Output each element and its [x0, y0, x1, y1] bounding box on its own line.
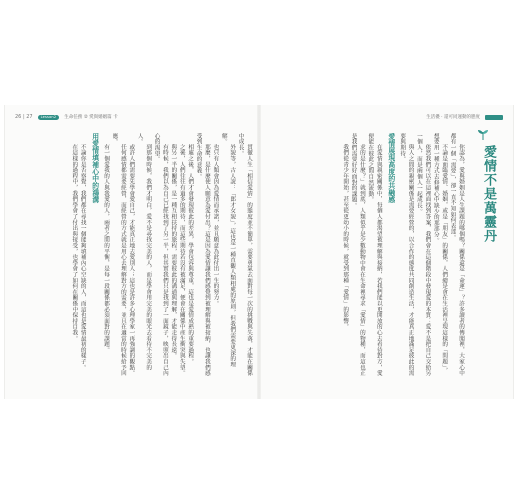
- chapter-title: 愛情不是萬靈丹: [481, 145, 496, 243]
- paragraph: 也只有人類會因為愛情而承諾，並且願意為此付出一生的努力。: [212, 144, 219, 307]
- section-subheading: 愛情展現高度的共融感: [386, 133, 395, 203]
- paragraph: 之後，人們往往有過多的期待，而這些期待若沒有被滿足，便會在關係中產生衝突與失望。: [178, 144, 185, 377]
- left-running-header: [15, 112, 118, 122]
- paragraph: 在這樣的過程中，我們學會了付出與接受，也學會了如何在關係中保持自我。: [71, 144, 78, 342]
- paragraph: 你認為，愛與婚姻是人生課題的哪個嗎？關係還是「命運」？許多讀者的傳聞裡，大家心中都有一個「需要」，卻一直不知如何表達。: [449, 133, 464, 377]
- book-spread: [4, 105, 514, 399]
- paragraph: 在愛情與親密關係中，每個人都渴望被理解與接納，若我們能以更開放的心去看待對方，愛便能在彼此之間自然流動。: [367, 133, 382, 377]
- sprout-icon: [476, 129, 490, 141]
- paragraph: 或許人們需要先學會愛自己，才能真正地去愛別人；這也是許多心理學家一再強調的觀點。: [128, 144, 135, 377]
- paragraph: 依然我們可以在這裡面找到答案，我們會在這個階段中發現愛的本質：愛不是把自己交給另一個人，而是兩個人一起成長。: [415, 133, 431, 377]
- right-page: [259, 105, 513, 399]
- left-page-text: [17, 133, 253, 379]
- paragraph: 求的是什麼？」就到底，人類似乎是少數動物中會在生命裡尋求「愛情」的物種，而這也正是我們需要好好面對的課題。: [350, 133, 365, 377]
- left-page: [5, 105, 259, 399]
- paragraph: 到那個時候，我們才明白，愛不是尋找完美的人，而是學會用完美的眼光去看待不完美的人。: [136, 133, 152, 371]
- paragraph: 貫徹人生「相信愛情」的態度並不簡單，需要勇氣去面對每一次的挑戰與失落，才能在關係中成長。: [237, 133, 252, 377]
- paragraph: 任何感情都需要經營，而經營的方式就是用心去理解對方的需要，並且在適當的時候給予回應。: [111, 133, 126, 377]
- paragraph: 有一個愛我的人與我愛的人，兩者之間的平衡，是每一段關係都必須面對的課題。: [103, 144, 110, 353]
- chapter-title-block: [469, 129, 497, 279]
- paragraph: 不論你是否察覺，我們都在尋找一個能夠填補內心空缺的人，而這也是愛情最初的樣子。: [79, 144, 86, 371]
- paragraph: 我們從青少年開始，甚至從更幼小的時候，就受到那種「愛情」的影響。: [342, 144, 349, 330]
- lesson-badge: Lesson2: [38, 115, 60, 120]
- right-running-title: 生活優 · 還可同運動的態度: [426, 115, 480, 120]
- left-running-title: 生命任務 ② 愛與婚姻篇 卡: [64, 115, 118, 120]
- paragraph: 相處之後，人們才會發現彼此的差異，學會包容與尊重，這也是愛情成熟的重要過程。: [187, 144, 194, 365]
- right-page-text: [269, 133, 465, 379]
- paragraph: 有時候，我們以為自己已經找到了另一半，但其實我們只是找到了一面鏡子，映照出自己內心的渴望。: [153, 133, 168, 377]
- paragraph: 與人之間的親密關係是需要經營的，以合作的態度共同創造生活，才能真正地滿足彼此的需要與期待。: [399, 133, 414, 377]
- paragraph: 與另一半的關係，是一種互相扶持的旅程，需要彼此的溝通與理解，才能走得長遠。: [170, 144, 177, 359]
- paragraph: 那麼，是什麼使人願意為愛付出？這是因為愛情讓我們感覺到被理解與被接納，也讓我們感受到生命的意義。: [195, 133, 210, 377]
- page-numbers: 26 | 27: [15, 114, 33, 120]
- paragraph: 不論是面臨愛情、婚姻，或是「朋友」的關係，人們總是會在生活裡呈現這樣的「問題」，想要用一種方式去修補心中缺少的那部分。: [432, 133, 448, 374]
- paragraph: 外貌等，古人說：「郎才女貌」，這也是一種直觀人類相處的原則，但我們需要更深的理解。: [220, 133, 236, 368]
- right-running-header: [426, 112, 503, 122]
- header-color-tab: [485, 115, 503, 120]
- section-subheading: 用愛情填補心中的鴻溝: [90, 133, 99, 203]
